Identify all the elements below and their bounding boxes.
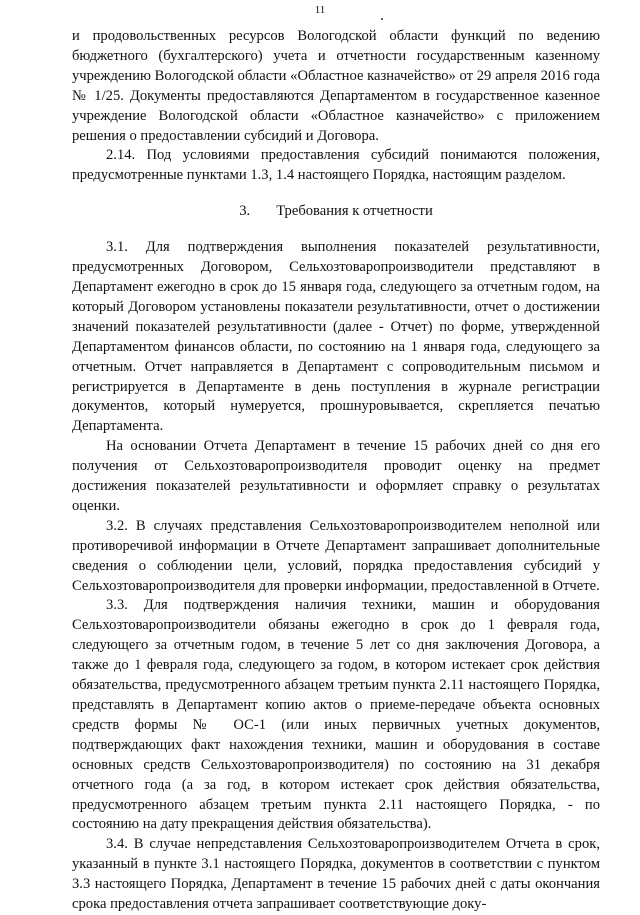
document-body: [72, 27, 600, 915]
paragraph-3-2: 3.2. В случаях представления Сельхозтоваропроизводителем неполной или противоречивой информации в Отчете Департамент запрашивает дополнительные сведения о соблюдении цели, условий, порядка предоставления субсидий у Сельхозтоваропроизводителя для проверки информации, предоставленной в Отчете.: [72, 517, 600, 594]
page-number: 11: [314, 4, 326, 16]
section-title: Требования к отчетности: [276, 203, 433, 220]
paragraph-intro: и продовольственных ресурсов Вологодской области функций по ведению бюджетного (бухгалтерского) учета и отчетности государственным казенному учреждению Вологодской области «Областное казначейство» от 29 апреля 2016 года № 1/25. Документы предоставляются Департаментом в государственное казенное учреждение Вологодской области «Областное казначейство» с приложением решения о предоставлении субсидий и Договора.: [72, 28, 600, 144]
paragraph-2-14: 2.14. Под условиями предоставления субсидий понимаются положения, предусмотренные пунктами 1.3, 1.4 настоящего Порядка, настоящим разделом.: [72, 147, 600, 184]
paragraph-3-1: 3.1. Для подтверждения выполнения показателей результативности, предусмотренных Договором, Сельхозтоваропроизводители представляют в Департамент ежегодно в срок до 15 января года, следующего за отчетным годом, на который Договором установлены показатели результативности, отчет о достижении значений показателей результативности (далее - Отчет) по форме, утвержденной Департаментом финансов области, по состоянию на 1 января года, следующего за отчетным. Отчет направляется в Департамент с сопроводительным письмом и регистрируется в Департаменте в день поступления в журнале регистрации документов, который нумеруется, прошнуровывается, скрепляется печатью Департамента.: [72, 239, 600, 435]
section-number: 3.: [239, 203, 251, 220]
scan-speck: [381, 18, 383, 20]
section-heading: [72, 202, 600, 222]
paragraph-3-4: 3.4. В случае непредставления Сельхозтоваропроизводителем Отчета в срок, указанный в пункте 3.1 настоящего Порядка, документов в соответствии с пунктом 3.3 настоящего Порядка, Департамент в течение 15 рабочих дней с даты окончания срока предоставления отчета запрашивает соответствующие доку-: [72, 836, 600, 913]
paragraph-3-1-assessment: На основании Отчета Департамент в течение 15 рабочих дней со дня его получения от Сельхозтоваропроизводителя проводит оценку на предмет достижения показателей результативности и оформляет справку о результатах оценки.: [72, 438, 600, 514]
paragraph-3-3: 3.3. Для подтверждения наличия техники, машин и оборудования Сельхозтоваропроизводители обязаны ежегодно в срок до 1 февраля года, следующего за отчетным годом, в течение 5 лет со дня заключения Договора, а также до 1 февраля года, следующего за годом, в котором истекает срок действия обязательства, предусмотренного абзацем третьим пункта 2.11 настоящего Порядка, представлять в Департамент копию актов о приеме-передаче объекта основных средств формы № ОС-1 (или иных первичных учетных документов, подтверждающих факт нахождения техники, машин и оборудования в составе основных средств Сельхозтоваропроизводителя) по состоянию на 31 декабря отчетного года (а за год, в котором истекает срок действия обязательства, предусмотренного абзацем третьим пункта 2.11 настоящего Порядка, - по состоянию на дату прекращения действия обязательства).: [72, 597, 600, 833]
